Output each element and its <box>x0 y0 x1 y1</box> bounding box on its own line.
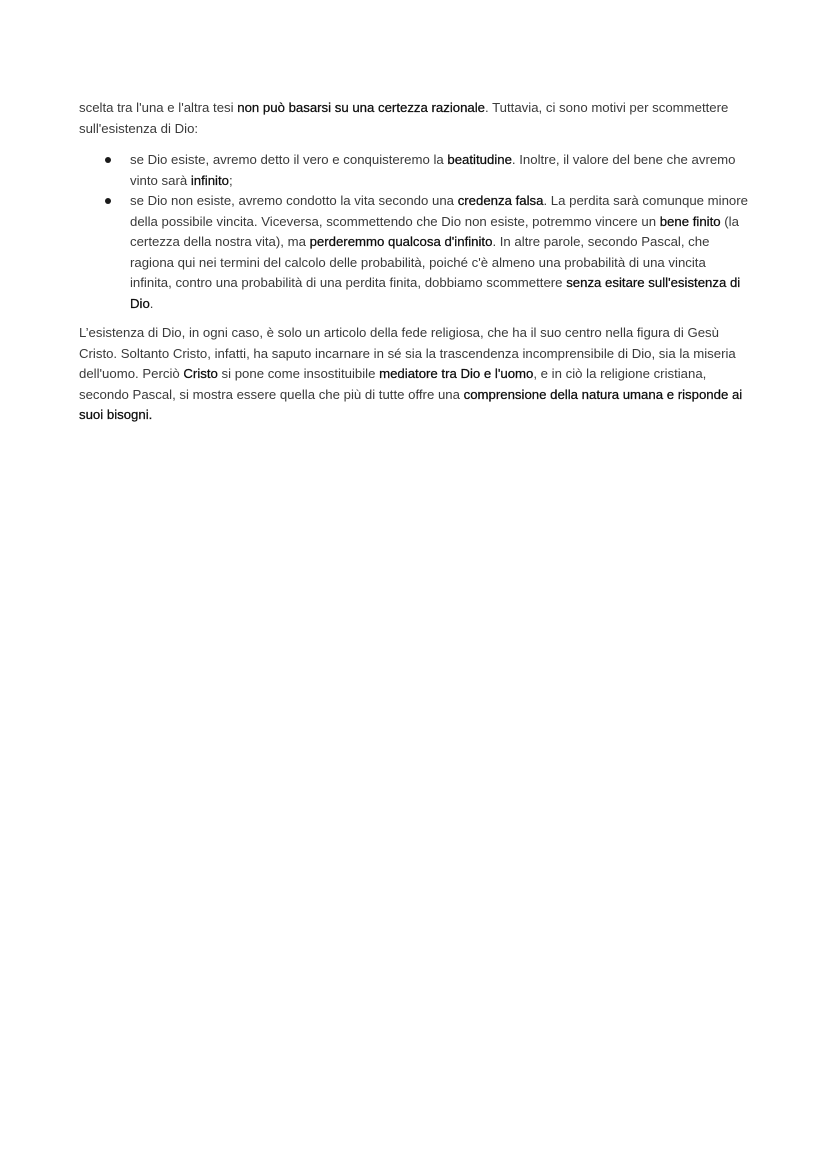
closing-text: L’esistenza di Dio, in ogni caso, è solo un articolo della fede religiosa, che ha il suo centro nella figura di Gesù Cristo. Soltanto Cristo, infatti, ha saputo incarnare in sé sia la trascendenza incomprensibile di Dio, sia la miseria dell'uomo. Perciò <box>79 325 736 381</box>
bullet-icon <box>105 198 111 204</box>
bullet-highlight: beatitudine <box>447 152 512 167</box>
list-item <box>79 150 749 191</box>
bullet-text: . Inoltre, il valore del bene che avremo vinto sarà <box>130 152 736 188</box>
bullet-highlight: infinito <box>190 172 229 188</box>
intro-paragraph <box>79 98 749 139</box>
closing-text: si pone come insostituibile <box>217 366 380 381</box>
bullet-text: ; <box>228 172 233 188</box>
closing-highlight: mediatore tra Dio e l'uomo <box>379 366 534 381</box>
bullet-highlight: senza esitare sull'esistenza di Dio <box>130 275 741 311</box>
bullet-highlight: credenza falsa <box>457 193 544 208</box>
intro-highlight: non può basarsi su una certezza razionale <box>237 100 486 115</box>
intro-text: . Tuttavia, ci sono motivi per scommettere sull'esistenza di Dio: <box>79 100 729 136</box>
bullet-highlight: perderemmo qualcosa d'infinito <box>309 234 493 249</box>
closing-highlight: comprensione della natura umana e risponde ai suoi bisogni. <box>79 386 743 422</box>
bullet-icon <box>105 157 111 163</box>
bullet-text: (la certezza della nostra vita), ma <box>130 213 739 249</box>
closing-paragraph <box>79 323 749 426</box>
bullet-highlight: bene finito <box>659 213 721 229</box>
bullet-text: se Dio non esiste, avremo condotto la vita secondo una <box>130 193 458 208</box>
bullet-text: se Dio esiste, avremo detto il vero e conquisteremo la <box>130 152 448 167</box>
bullet-text: . In altre parole, secondo Pascal, che ragiona qui nei termini del calcolo delle probabilità, poiché c'è almeno una probabilità di una vincita infinita, contro una probabilità di una perdita finita, dobbiamo scommettere <box>130 234 710 290</box>
bullet-list <box>79 150 749 314</box>
bullet-text: . <box>149 295 154 311</box>
bullet-text: . La perdita sarà comunque minore della possibile vincita. Viceversa, scommettendo che Dio non esiste, potremmo vincere un <box>130 193 748 229</box>
intro-text: scelta tra l'una e l'altra tesi <box>79 100 238 115</box>
closing-highlight: Cristo <box>183 366 218 381</box>
closing-text: , e in ciò la religione cristiana, secondo Pascal, si mostra essere quella che più di tutte offre una <box>79 366 707 402</box>
list-item <box>79 191 749 314</box>
